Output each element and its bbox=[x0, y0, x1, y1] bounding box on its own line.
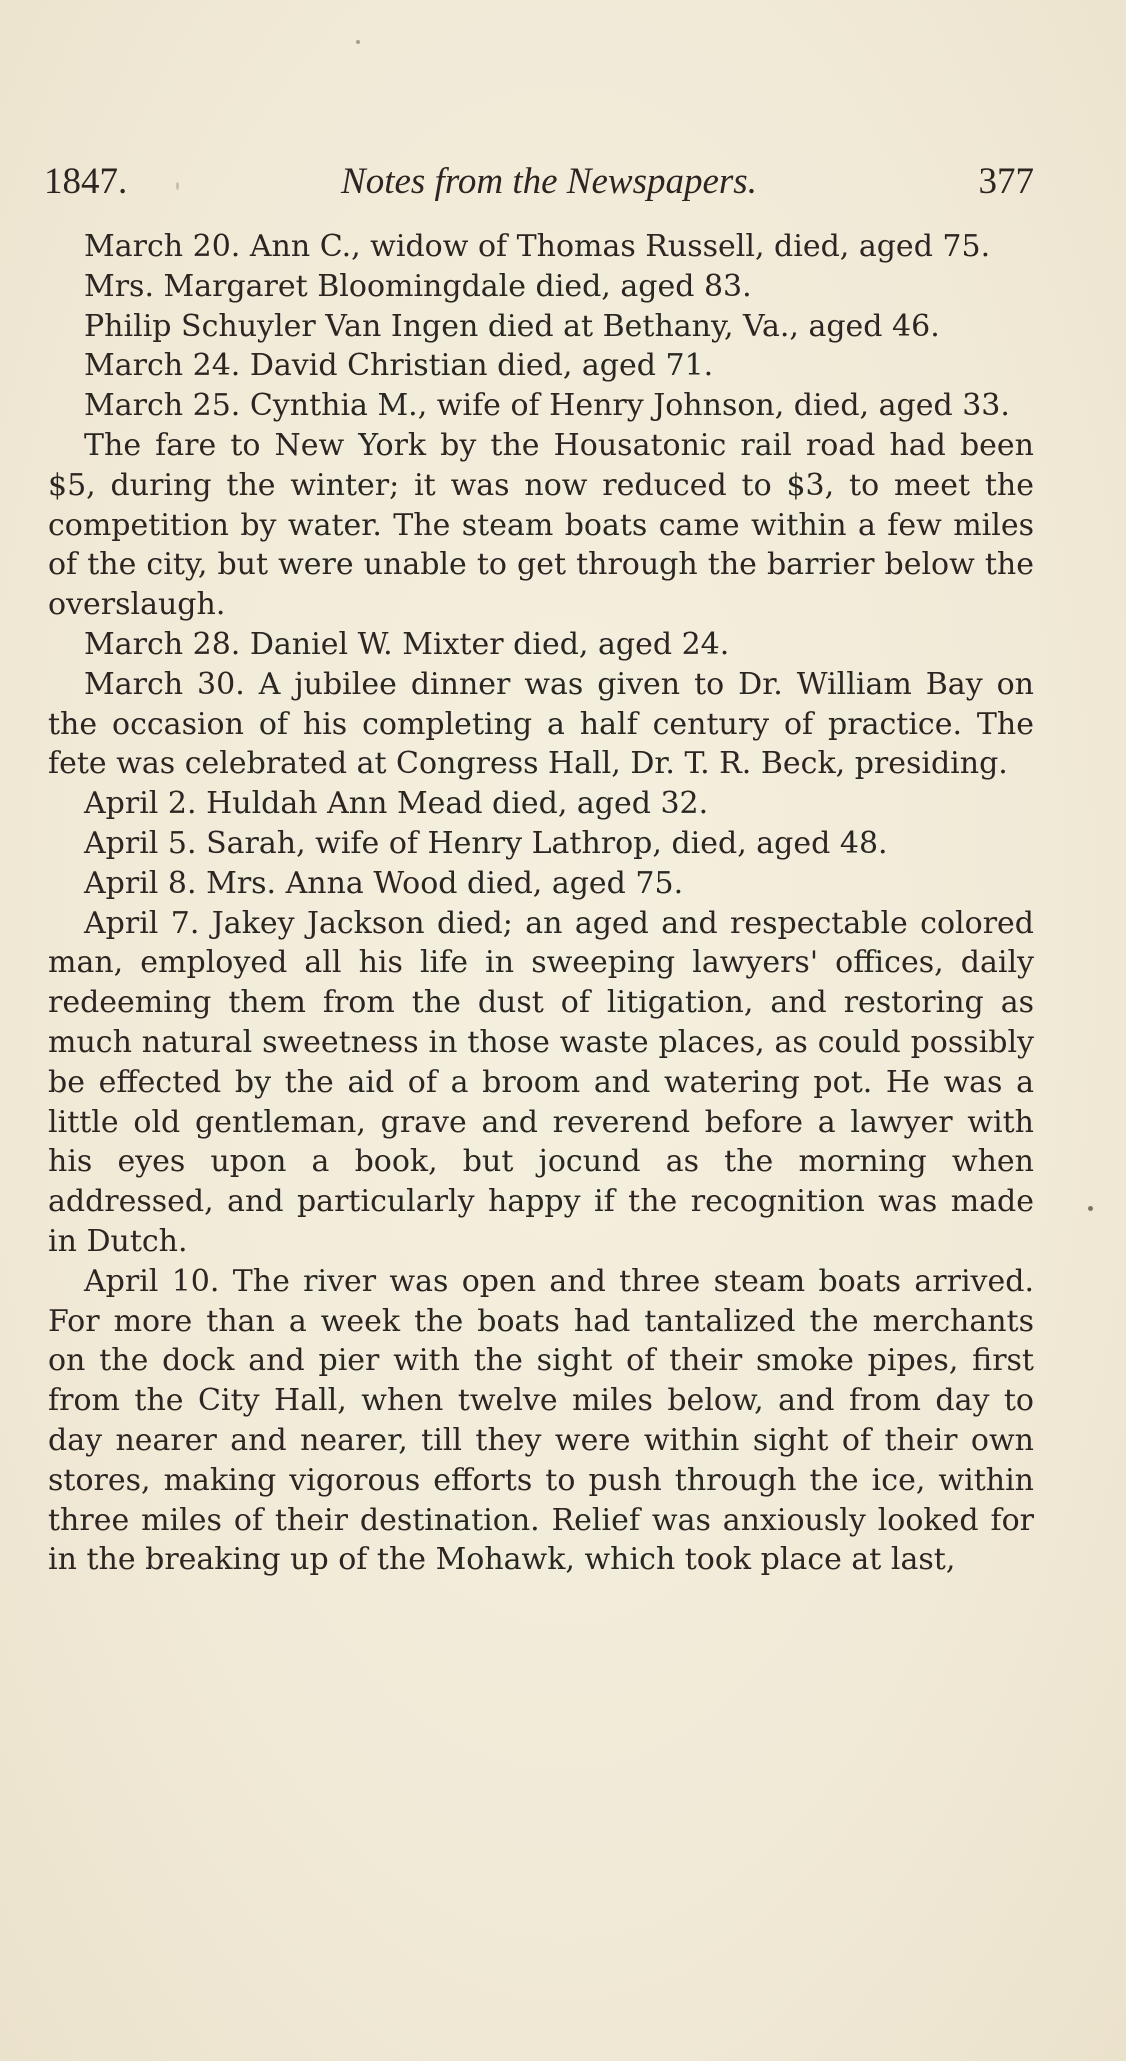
paragraph: March 20. Ann C., widow of Thomas Russell, died, aged 75. bbox=[84, 229, 991, 264]
paper-speck bbox=[356, 40, 360, 44]
paragraph: April 8. Mrs. Anna Wood died, aged 75. bbox=[84, 865, 684, 901]
paragraph: March 30. A jubilee dinner was given to Dr. William Bay on the occasion of his completing a half century of practice. The fete was celebrated at Congress Hall, Dr. T. R. Beck, presiding. bbox=[48, 666, 1034, 782]
paragraph: Philip Schuyler Van Ingen died at Bethany, Va., aged 46. bbox=[84, 308, 940, 344]
header-year: 1847. bbox=[44, 161, 128, 202]
paragraph: The fare to New York by the Housatonic rail road had been $5, during the winter; it was now reduced to $3, to meet the competition by water. The steam boats came within a few miles of the city, but were unable to get through the barrier below the overslaugh. bbox=[48, 427, 1034, 623]
paragraph: March 24. David Christian died, aged 71. bbox=[84, 348, 714, 384]
paragraph: April 10. The river was open and three steam boats arrived. For more than a week the boats had tantalized the merchants on the dock and pier with the sight of their smoke pipes, first from the City Hall, when twelve miles below, and from day to day nearer and nearer, till they were within sight of their own stores, making vigorous efforts to push through the ice, within three miles of their destination. Relief was anxiously looked for in the breaking up of the Mohawk, which took place at last, bbox=[48, 1263, 1034, 1578]
page-number: 377 bbox=[978, 161, 1034, 202]
page-body bbox=[48, 227, 1034, 1580]
paragraph: April 2. Huldah Ann Mead died, aged 32. bbox=[84, 786, 709, 822]
paper-speck bbox=[176, 182, 179, 190]
paragraph: Mrs. Margaret Bloomingdale died, aged 83. bbox=[84, 268, 752, 304]
paragraph: March 25. Cynthia M., wife of Henry Johnson, died, aged 33. bbox=[84, 388, 1010, 424]
running-header bbox=[44, 160, 1034, 212]
paragraph: March 28. Daniel W. Mixter died, aged 24. bbox=[84, 626, 730, 662]
paragraph: April 5. Sarah, wife of Henry Lathrop, died, aged 48. bbox=[84, 825, 888, 861]
paper-speck bbox=[1088, 1206, 1093, 1211]
paragraph: April 7. Jakey Jackson died; an aged and respectable colored man, employed all his life in sweeping lawyers' offices, daily redeeming them from the dust of litigation, and restoring as much natural sweetness in those waste places, as could possibly be effected by the aid of a broom and watering pot. He was a little old gentleman, grave and reverend before a lawyer with his eyes upon a book, but jocund as the morning when addressed, and particularly happy if the recognition was made in Dutch. bbox=[48, 905, 1034, 1259]
header-title: Notes from the Newspapers. bbox=[341, 161, 757, 202]
